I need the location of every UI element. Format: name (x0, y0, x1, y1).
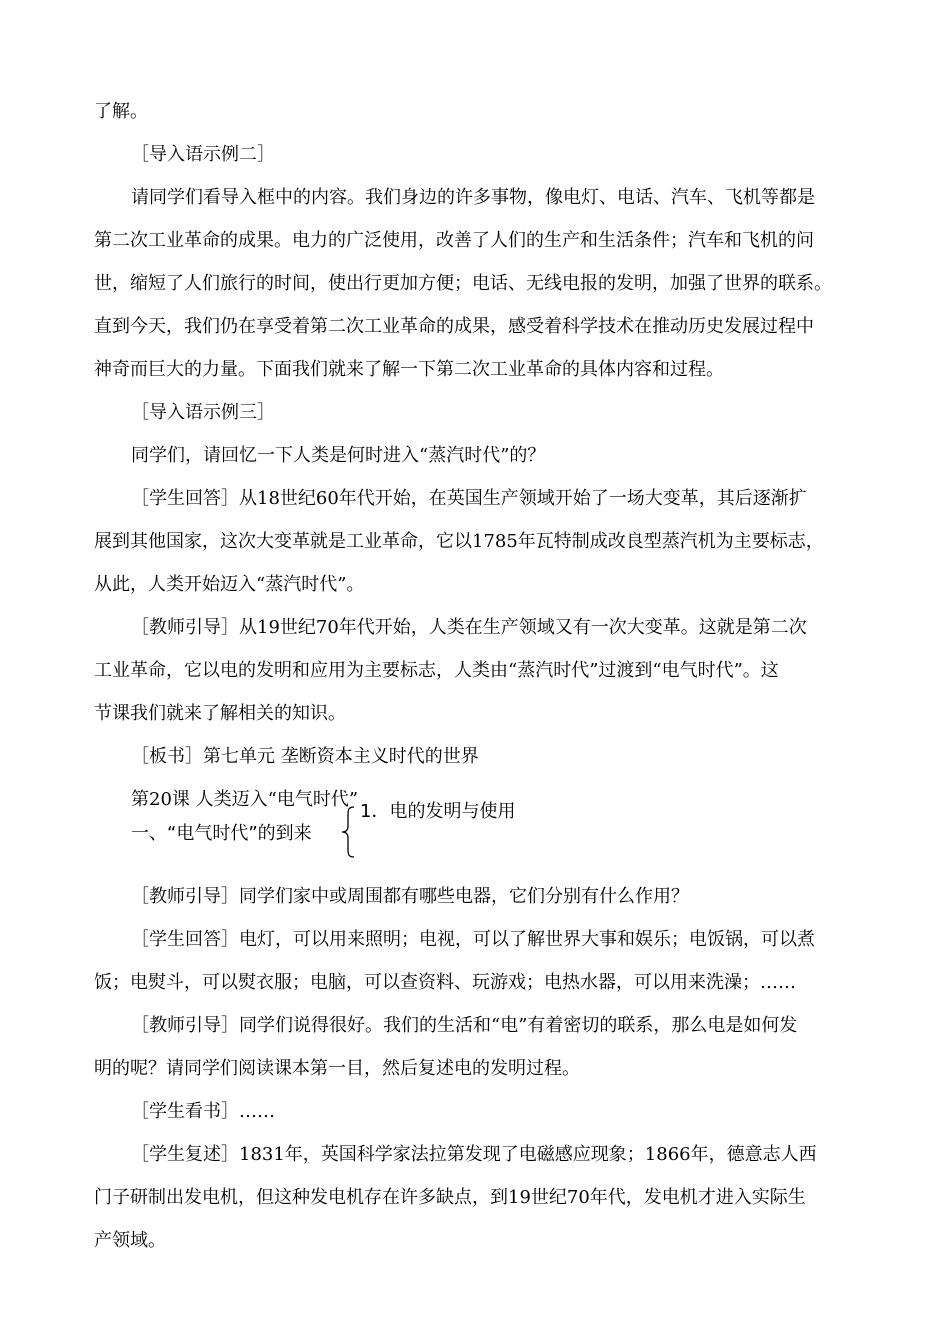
paragraph-line: 神奇而巨大的力量。下面我们就来了解一下第二次工业革命的具体内容和过程。 (94, 359, 724, 380)
paragraph-line: ［教师引导］同学们家中或周围都有哪些电器，它们分别有什么作用？ (131, 886, 689, 907)
section-label: ［导入语示例二］ (131, 144, 275, 165)
paragraph-line: ［学生复述］1831年，英国科学家法拉第发现了电磁感应现象；1866年，德意志人西 (131, 1144, 817, 1165)
outline-heading: 一、“电气时代”的到来 (131, 823, 312, 844)
brace-icon (340, 806, 358, 858)
paragraph-line: ［教师引导］同学们说得很好。我们的生活和“电”有着密切的联系，那么电是如何发 (131, 1015, 798, 1036)
paragraph-line: 同学们，请回忆一下人类是何时进入“蒸汽时代”的？ (131, 445, 546, 466)
paragraph-line: ［学生回答］电灯，可以用来照明；电视，可以了解世界大事和娱乐；电饭锅，可以煮 (131, 929, 815, 950)
paragraph-line: 门子研制出发电机，但这种发电机存在许多缺点，到19世纪70年代，发电机才进入实际生 (94, 1187, 806, 1208)
paragraph-line: 产领域。 (94, 1230, 166, 1251)
paragraph-line: 请同学们看导入框中的内容。我们身边的许多事物，像电灯、电话、汽车、飞机等都是 (131, 187, 815, 208)
paragraph-line: 世，缩短了人们旅行的时间，使出行更加方便；电话、无线电报的发明，加强了世界的联系。 (94, 273, 832, 294)
paragraph-line: 第二次工业革命的成果。电力的广泛使用，改善了人们的生产和生活条件；汽车和飞机的问 (94, 230, 814, 251)
outline-item: 1．电的发明与使用 (360, 801, 516, 822)
lesson-title: 第20课 人类迈入“电气时代” (131, 789, 359, 810)
section-label: ［导入语示例三］ (131, 402, 275, 423)
paragraph-line: 明的呢？请同学们阅读课本第一目，然后复述电的发明过程。 (94, 1058, 580, 1079)
paragraph-line: 饭；电熨斗，可以熨衣服；电脑，可以查资料、玩游戏；电热水器，可以用来洗澡；…… (94, 972, 796, 993)
paragraph-line: 直到今天，我们仍在享受着第二次工业革命的成果，感受着科学技术在推动历史发展过程中 (94, 316, 814, 337)
paragraph-line: 了解。 (94, 101, 148, 122)
paragraph-line: 展到其他国家，这次大变革就是工业革命，它以1785年瓦特制成改良型蒸汽机为主要标志， (94, 531, 824, 552)
paragraph-line: ［教师引导］从19世纪70年代开始，人类在生产领域又有一次大变革。这就是第二次 (131, 617, 807, 638)
paragraph-line: 工业革命，它以电的发明和应用为主要标志，人类由“蒸汽时代”过渡到“电气时代”。这 (94, 660, 779, 681)
paragraph-line: 从此，人类开始迈入“蒸汽时代”。 (94, 574, 365, 595)
blackboard-line: ［板书］第七单元 垄断资本主义时代的世界 (131, 746, 479, 767)
paragraph-line: ［学生看书］…… (131, 1101, 275, 1122)
paragraph-line: ［学生回答］从18世纪60年代开始，在英国生产领域开始了一场大变革，其后逐渐扩 (131, 488, 807, 509)
paragraph-line: 节课我们就来了解相关的知识。 (94, 703, 346, 724)
